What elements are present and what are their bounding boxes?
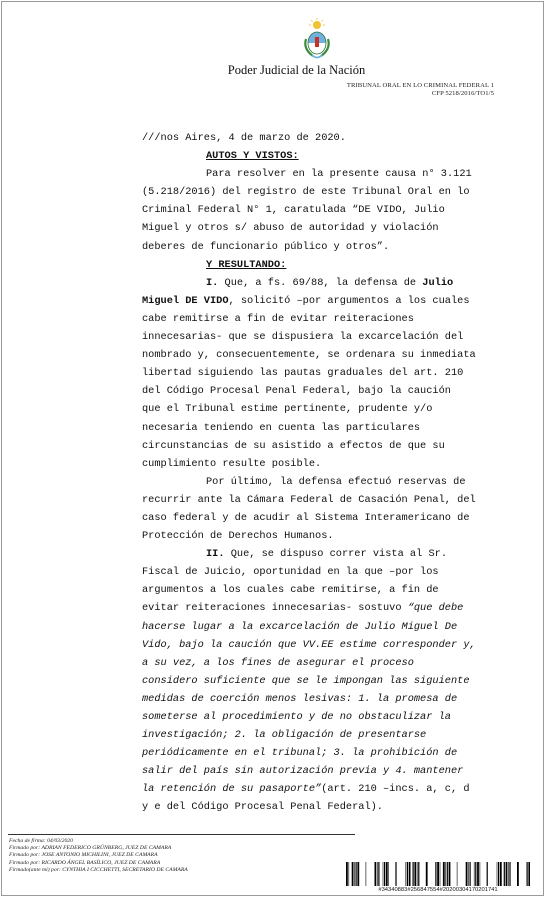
section-heading: AUTOS Y VISTOS: bbox=[206, 150, 299, 163]
text-line: necesaria teniendo en cuenta las particulares bbox=[142, 421, 421, 434]
text-line: deberes de funcionario público y otros”. bbox=[142, 240, 390, 253]
text-line: Protección de Derechos Humanos. bbox=[142, 530, 334, 543]
text-line: recurrir ante la Cámara Federal de Casación Penal, del bbox=[142, 493, 476, 506]
quoted-line: salir del país sin autorización previa y 4. mantener bbox=[142, 765, 464, 778]
quoted-line: investigación; 2. la obligación de presentarse bbox=[142, 729, 427, 742]
signature-line: Firmado por: ADRIAN FEDERICO GRÜNBERG, JUEZ DE CAMARA bbox=[9, 845, 172, 852]
signature-line: Firmado por: RICARDO ÁNGEL BASÍLICO, JUEZ DE CAMARA bbox=[9, 859, 161, 866]
signature-block bbox=[9, 838, 188, 874]
tribunal-name: TRIBUNAL ORAL EN LO CRIMINAL FEDERAL 1 bbox=[346, 82, 494, 89]
text-line: (5.218/2016) del registro de este Tribunal Oral en lo bbox=[142, 186, 470, 199]
text-line: I. Que, a fs. 69/88, la defensa de Julio bbox=[206, 276, 454, 289]
barcode-number: #34340883#256847554#20200304170201741 bbox=[378, 887, 498, 893]
signature-date: Fecha de firma: 04/03/2020 bbox=[9, 838, 73, 844]
quoted-line: hacerse lugar a la excarcelación de Julio Miguel De bbox=[142, 620, 458, 633]
text-line: que el Tribunal estime pertinente, prudente y/o bbox=[142, 403, 433, 416]
text-line: libertad siguiendo las pautas graduales del art. 210 bbox=[142, 367, 464, 380]
footer-divider bbox=[8, 834, 355, 835]
resolution-body bbox=[142, 129, 494, 817]
signature-line: Firmado(ante mi) por: CYNTHIA I CICCHETTI, SECRETARIO DE CAMARA bbox=[9, 866, 188, 873]
text-line: del Código Procesal Penal Federal, bajo la caución bbox=[142, 385, 451, 398]
text-line: argumentos a los cuales cabe remitirse, a fin de bbox=[142, 584, 439, 597]
text-line: nombrado y, consecuentemente, se ordenara su inmediata bbox=[142, 349, 476, 362]
quoted-line: Vido, bajo la caución que VV.EE estime corresponder y, bbox=[142, 638, 476, 651]
text-line: Criminal Federal N° 1, caratulada “DE VIDO, Julio bbox=[142, 204, 445, 217]
quoted-line: periódicamente en el tribunal; 3. la prohibición de bbox=[142, 747, 458, 760]
barcode-icon bbox=[346, 862, 530, 886]
text-line: innecesarias- que se dispusiera la excarcelación del bbox=[142, 331, 464, 344]
section-heading: Y RESULTANDO: bbox=[206, 258, 287, 271]
text-line: Para resolver en la presente causa n° 3.121 bbox=[206, 168, 472, 181]
quoted-line: medidas de coerción menos lesivas: 1. la promesa de bbox=[142, 692, 458, 705]
quoted-line: someterse al procedimiento y de no obstaculizar la bbox=[142, 711, 451, 723]
signature-line: Firmado por: JOSE ANTONIO MICHILINI, JUEZ DE CAMARA bbox=[9, 852, 158, 859]
text-line: evitar reiteraciones innecesarias- sostuvo “que debe bbox=[142, 602, 464, 615]
case-reference: CFP 5218/2016/TO1/5 bbox=[431, 90, 494, 97]
text-line: cumplimiento resulte posible. bbox=[142, 457, 322, 470]
text-line: la retención de su pasaporte”(art. 210 –incs. a, c, d bbox=[142, 783, 470, 796]
institution-title: Poder Judicial de la Nación bbox=[227, 63, 366, 77]
text-line: circunstancias de su asistido a efectos de que su bbox=[142, 439, 445, 452]
text-line: Miguel DE VIDO, solicitó –por argumentos a los cuales bbox=[142, 294, 470, 307]
argentine-coat-of-arms-icon bbox=[303, 17, 331, 61]
quoted-line: a su vez, a los fines de asegurar el proceso bbox=[142, 656, 414, 669]
text-line: cabe remitirse a fin de evitar reiteraciones bbox=[142, 312, 414, 325]
text-line: Miguel y otros s/ abuso de autoridad y violación bbox=[142, 222, 439, 235]
text-line: y e del Código Procesal Penal Federal). bbox=[142, 801, 383, 814]
text-line: Fiscal de Juicio, oportunidad en la que –por los bbox=[142, 566, 439, 579]
text-line: caso federal y de acudir al Sistema Interamericano de bbox=[142, 511, 470, 524]
text-line: II. Que, se dispuso correr vista al Sr. bbox=[206, 548, 447, 561]
text-line: ///nos Aires, 4 de marzo de 2020. bbox=[142, 132, 346, 144]
quoted-line: considero suficiente que se le impongan las siguiente bbox=[142, 674, 470, 687]
text-line: Por último, la defensa efectuó reservas de bbox=[206, 475, 466, 488]
